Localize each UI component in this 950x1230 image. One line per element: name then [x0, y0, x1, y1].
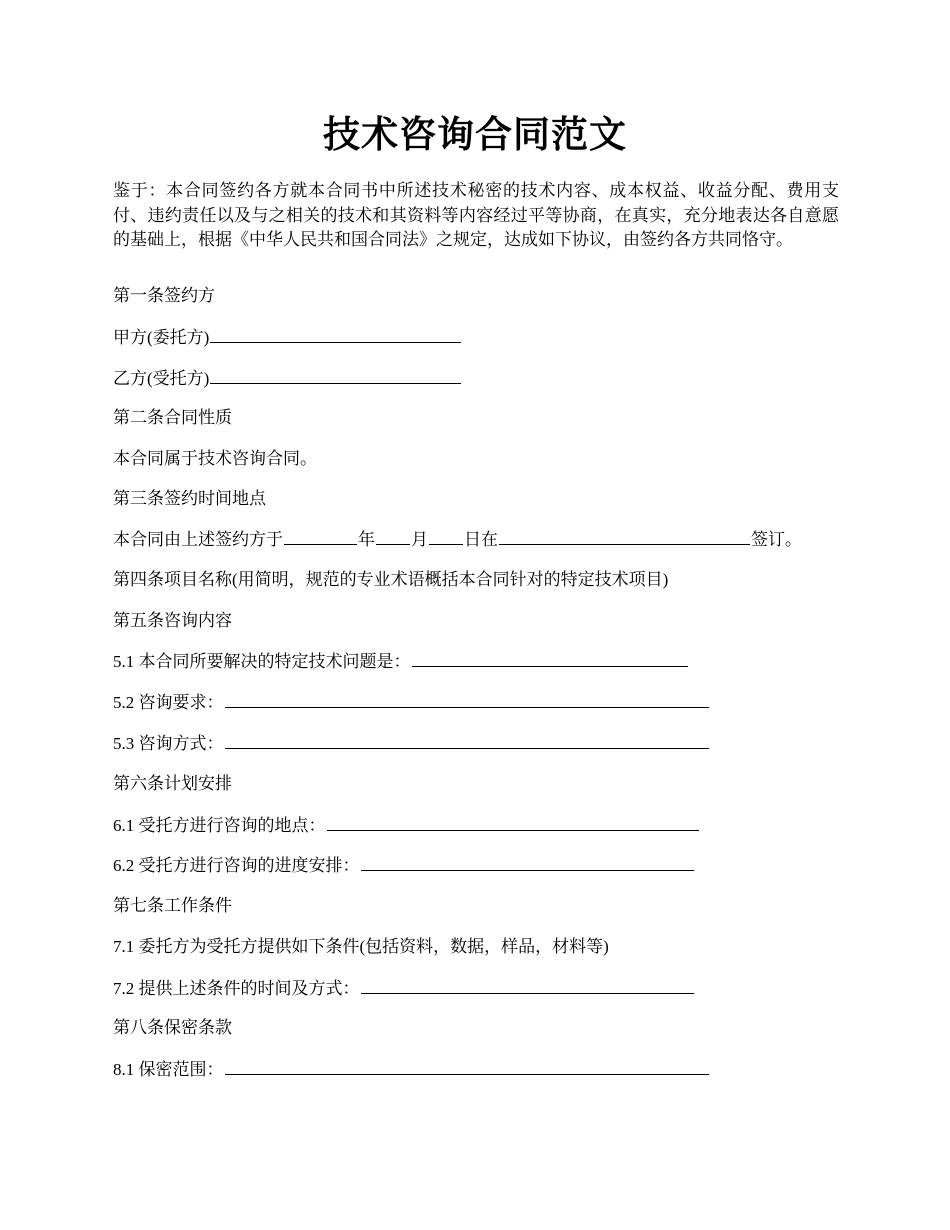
article-7-heading: 第七条工作条件	[113, 896, 232, 915]
clause-7-2-blank[interactable]	[361, 976, 694, 994]
clause-6-2-line	[113, 853, 695, 878]
day-label: 日在	[464, 530, 498, 549]
clause-8-1-label: 8.1 保密范围：	[113, 1060, 224, 1079]
clause-5-3-blank[interactable]	[225, 731, 709, 749]
article-1-heading: 第一条签约方	[113, 286, 215, 305]
article-2-heading: 第二条合同性质	[113, 408, 232, 427]
signing-suffix: 签订。	[751, 530, 802, 549]
day-blank[interactable]	[429, 527, 463, 545]
party-b-label: 乙方(受托方)	[113, 369, 210, 388]
preamble-paragraph: 鉴于：本合同签约各方就本合同书中所述技术秘密的技术内容、成本权益、收益分配、费用支付、违约责任以及与之相关的技术和其资料等内容经过平等协商，在真实，充分地表达各自意愿的基础上，根据《中华人民共和国合同法》之规定，达成如下协议，由签约各方共同恪守。	[113, 181, 839, 249]
article-5-heading: 第五条咨询内容	[113, 611, 232, 630]
party-a-blank[interactable]	[210, 325, 461, 343]
article-4-heading: 第四条项目名称(用简明，规范的专业术语概括本合同针对的特定技术项目)	[113, 570, 669, 589]
article-8-heading: 第八条保密条款	[113, 1018, 232, 1037]
month-label: 月	[411, 530, 428, 549]
clause-8-1-line	[113, 1057, 710, 1082]
clause-7-2-line	[113, 976, 695, 1001]
year-blank[interactable]	[284, 527, 357, 545]
clause-6-1-line	[113, 813, 700, 838]
clause-5-1-line	[113, 649, 689, 674]
signing-prefix: 本合同由上述签约方于	[113, 530, 283, 549]
clause-7-2-label: 7.2 提供上述条件的时间及方式：	[113, 979, 360, 998]
party-a-line	[113, 325, 462, 350]
clause-6-1-blank[interactable]	[327, 813, 699, 831]
clause-6-2-label: 6.2 受托方进行咨询的进度安排：	[113, 856, 360, 875]
contract-nature-text: 本合同属于技术咨询合同。	[113, 449, 317, 468]
party-b-line	[113, 366, 462, 391]
clause-5-2-blank[interactable]	[225, 690, 709, 708]
article-3-heading: 第三条签约时间地点	[113, 489, 266, 508]
clause-5-3-line	[113, 731, 710, 756]
party-b-blank[interactable]	[210, 366, 461, 384]
clause-5-3-label: 5.3 咨询方式：	[113, 734, 224, 753]
document-title: 技术咨询合同范文	[323, 115, 627, 156]
signing-date-line	[113, 527, 802, 552]
party-a-label: 甲方(委托方)	[113, 328, 210, 347]
clause-5-2-line	[113, 690, 710, 715]
clause-8-1-blank[interactable]	[225, 1057, 709, 1075]
clause-6-1-label: 6.1 受托方进行咨询的地点：	[113, 816, 326, 835]
clause-5-1-blank[interactable]	[412, 649, 688, 667]
clause-6-2-blank[interactable]	[361, 853, 694, 871]
year-label: 年	[358, 530, 375, 549]
clause-7-1-text: 7.1 委托方为受托方提供如下条件(包括资料，数据，样品，材料等)	[113, 937, 609, 956]
month-blank[interactable]	[376, 527, 410, 545]
clause-5-2-label: 5.2 咨询要求：	[113, 693, 224, 712]
article-6-heading: 第六条计划安排	[113, 774, 232, 793]
place-blank[interactable]	[499, 527, 750, 545]
clause-5-1-label: 5.1 本合同所要解决的特定技术问题是：	[113, 652, 411, 671]
